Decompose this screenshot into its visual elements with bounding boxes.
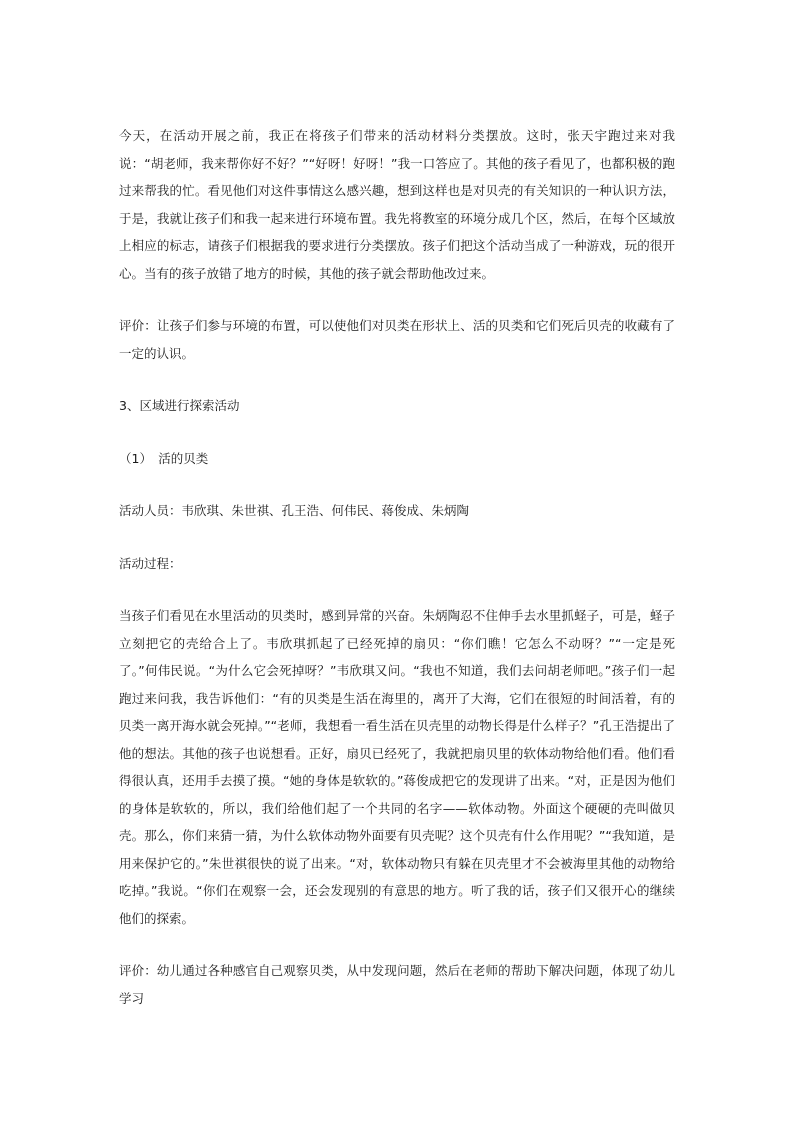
activity-participants: 活动人员：韦欣琪、朱世祺、孔王浩、何伟民、蒋俊成、朱炳陶 [119,503,470,518]
section-heading: 3、区域进行探索活动 [119,398,240,413]
paragraph-evaluation-1: 评价：让孩子们参与环境的布置，可以使他们对贝类在形状上、活的贝类和它们死后贝壳的收藏有了一定的认识。 [119,318,675,361]
paragraph-environment-setup: 今天，在活动开展之前，我正在将孩子们带来的活动材料分类摆放。这时，张天宇跑过来对我说：“胡老师，我来帮你好不好？”“好呀！好呀！”我一口答应了。其他的孩子看见了，也都积极的跑过来帮我的忙。看见他们对这件事情这么感兴趣，想到这样也是对贝壳的有关知识的一种认识方法，于是，我就让孩子们和我一起来进行环境布置。我先将教室的环境分成几个区，然后，在每个区域放上相应的标志，请孩子们根据我的要求进行分类摆放。孩子们把这个活动当成了一种游戏，玩的很开心。当有的孩子放错了地方的时候，其他的孩子就会帮助他改过来。 [119,128,675,281]
paragraph-activity-process: 当孩子们看见在水里活动的贝类时，感到异常的兴奋。朱炳陶忍不住伸手去水里抓蛏子，可是，蛏子立刻把它的壳给合上了。韦欣琪抓起了已经死掉的扇贝：“你们瞧！它怎么不动呀？”“一定是死了。”何伟民说。“为什么它会死掉呀？”韦欣琪又问。“我也不知道，我们去问胡老师吧。”孩子们一起跑过来问我，我告诉他们：“有的贝类是生活在海里的，离开了大海，它们在很短的时间活着，有的贝类一离开海水就会死掉。”“老师，我想看一看生活在贝壳里的动物长得是什么样子？”孔王浩提出了他的想法。其他的孩子也说想看。正好，扇贝已经死了，我就把扇贝里的软体动物给他们看。他们看得很认真，还用手去摸了摸。“她的身体是软软的。”蒋俊成把它的发现讲了出来。“对，正是因为他们的身体是软软的，所以，我们给他们起了一个共同的名字——软体动物。外面这个硬硬的壳叫做贝壳。那么，你们来猜一猜，为什么软体动物外面要有贝壳呢？这个贝壳有什么作用呢？”“我知道，是用来保护它的。”朱世祺很快的说了出来。“对，软体动物只有躲在贝壳里才不会被海里其他的动物给吃掉。”我说。“你们在观察一会，还会发现别的有意思的地方。听了我的话，孩子们又很开心的继续他们的探索。 [119,608,675,926]
subsection-heading: （1） 活的贝类 [119,450,209,466]
paragraph-evaluation-2: 评价：幼儿通过各种感官自己观察贝类，从中发现问题，然后在老师的帮助下解决问题，体现了幼儿学习 [119,963,675,1006]
document-body [119,122,675,1012]
activity-process-label: 活动过程： [119,555,182,571]
